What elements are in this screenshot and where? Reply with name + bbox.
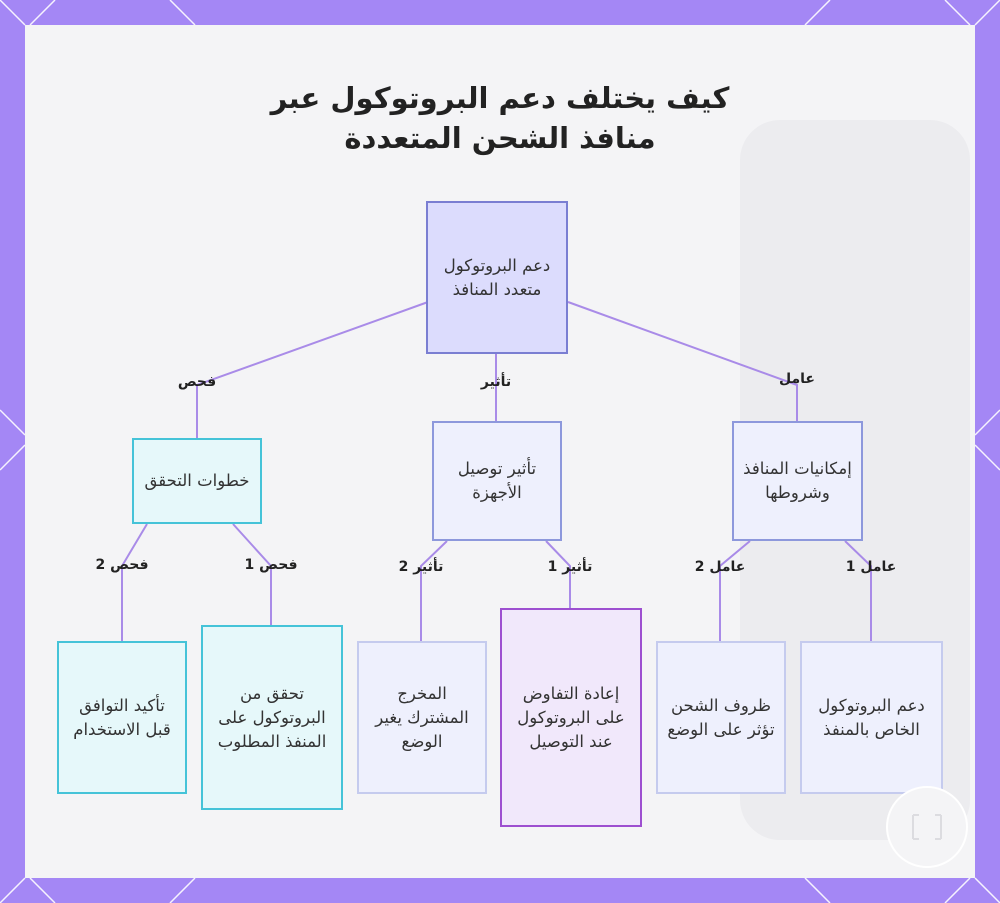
node-connect-label: تأثير توصيل الأجهزة bbox=[457, 459, 537, 502]
node-shared[interactable] bbox=[357, 641, 487, 794]
edge-root-ports bbox=[568, 302, 797, 421]
node-ports[interactable] bbox=[732, 421, 863, 541]
node-specific-label: دعم البروتوكول الخاص بالمنفذ bbox=[818, 695, 925, 739]
edge-label-root-connect: تأثير bbox=[480, 374, 512, 390]
edge-connect-shared bbox=[421, 541, 447, 641]
edge-label-verify-confirm: فحص 2 bbox=[95, 557, 149, 573]
title-line-1: كيف يختلف دعم البروتوكول عبر bbox=[270, 81, 730, 115]
edge-label-verify-check: فحص 1 bbox=[244, 557, 298, 573]
node-verify[interactable] bbox=[132, 438, 262, 524]
node-root[interactable] bbox=[426, 201, 568, 354]
node-conditions-label: ظروف الشحن تؤثر على الوضع bbox=[667, 695, 775, 739]
node-confirm[interactable] bbox=[57, 641, 187, 794]
edge-ports-conditions bbox=[720, 541, 750, 641]
watermark-logo-icon bbox=[885, 785, 969, 869]
node-shared-label: المخرج المشترك يغير الوضع bbox=[375, 683, 469, 751]
edge-label-ports-specific: عامل 1 bbox=[845, 559, 897, 575]
edge-verify-confirm bbox=[122, 524, 147, 641]
node-check[interactable] bbox=[201, 625, 343, 810]
node-renegotiate-label: إعادة التفاوض على البروتوكول عند التوصيل bbox=[517, 683, 625, 751]
node-specific[interactable] bbox=[800, 641, 943, 794]
title-line-2: منافذ الشحن المتعددة bbox=[344, 121, 656, 155]
edge-label-ports-conditions: عامل 2 bbox=[694, 559, 746, 575]
node-conditions[interactable] bbox=[656, 641, 786, 794]
edge-ports-specific bbox=[845, 541, 871, 641]
node-renegotiate[interactable] bbox=[500, 608, 642, 827]
edge-label-connect-renegotiate: تأثير 1 bbox=[547, 559, 593, 575]
edge-label-root-verify: فحص bbox=[177, 374, 217, 390]
node-connect[interactable] bbox=[432, 421, 562, 541]
edge-verify-check bbox=[233, 524, 271, 625]
node-check-label: تحقق من البروتوكول على المنفذ المطلوب bbox=[217, 683, 327, 751]
edge-label-connect-shared: تأثير 2 bbox=[398, 559, 444, 575]
edge-root-verify bbox=[197, 302, 428, 438]
node-ports-label: إمكانيات المنافذ وشروطها bbox=[743, 459, 852, 502]
edge-label-root-ports: عامل bbox=[779, 371, 815, 387]
node-confirm-label: تأكيد التوافق قبل الاستخدام bbox=[73, 695, 171, 739]
node-verify-label: خطوات التحقق bbox=[144, 471, 250, 490]
node-root-label: دعم البروتوكول متعدد المنافذ bbox=[443, 255, 551, 299]
